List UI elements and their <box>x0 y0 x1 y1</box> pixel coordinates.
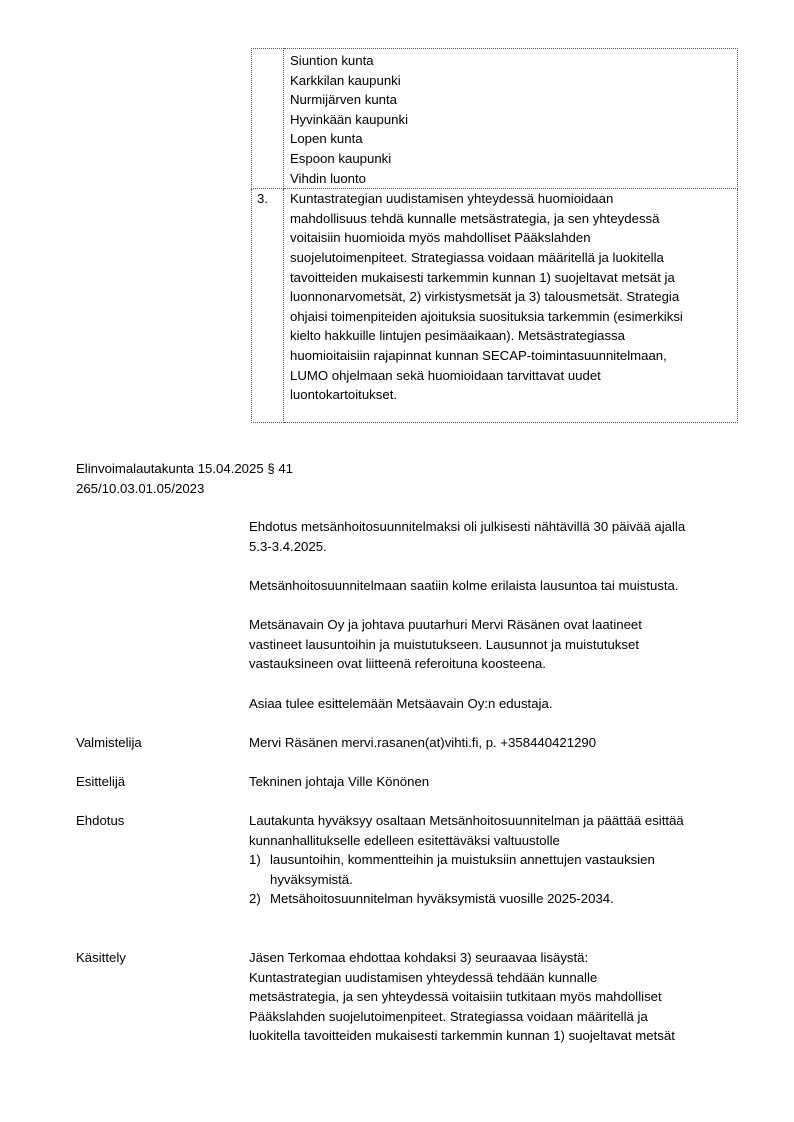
list-item-line: Metsähoitosuunnitelman hyväksymistä vuosille 2025-2034. <box>270 891 614 907</box>
valmistelija-value <box>249 733 749 753</box>
organization-name: Hyvinkään kaupunki <box>290 111 409 127</box>
response-line: huomioitaisiin rajapinnat kunnan SECAP-toimintasuunnitelmaan, <box>290 347 667 363</box>
response-line: mahdollisuus tehdä kunnalle metsästrategia, ja sen yhteydessä <box>290 210 660 226</box>
intro-paragraph-3 <box>249 615 749 674</box>
ehdotus-content <box>249 811 749 909</box>
list-item-line: lausuntoihin, kommentteihin ja muistuksiin annettujen vastauksien <box>270 852 655 868</box>
meeting-header <box>76 459 476 498</box>
list-marker: 1) <box>249 852 261 868</box>
organization-list-cell <box>284 49 738 189</box>
processing-line: metsästrategia, ja sen yhteydessä voitaisiin tutkitaan myös mahdolliset <box>249 989 662 1005</box>
response-text-cell <box>284 189 738 423</box>
presenter-name: Tekninen johtaja Ville Könönen <box>249 774 430 789</box>
list-item <box>249 889 749 909</box>
paragraph-line: Metsänavain Oy ja johtava puutarhuri Mervi Räsänen ovat laatineet <box>249 617 642 632</box>
esittelija-label: Esittelijä <box>76 774 126 789</box>
organization-name: Siuntion kunta <box>290 53 374 68</box>
processing-line: Jäsen Terkomaa ehdottaa kohdaksi 3) seuraavaa lisäystä: <box>249 950 589 965</box>
paragraph-line: vastineet lausuntoihin ja muistutukseen. Lausunnot ja muistutukset <box>249 636 639 652</box>
processing-line: luokitella tavoitteiden mukaisesti tarkemmin kunnan 1) suojeltavat metsät <box>249 1028 675 1044</box>
paragraph-line: vastauksineen ovat liitteenä referoituna koosteena. <box>249 656 546 672</box>
paragraph-line: Metsänhoitosuunnitelmaan saatiin kolme erilaista lausuntoa tai muistusta. <box>249 578 679 593</box>
meeting-heading: Elinvoimalautakunta 15.04.2025 § 41 <box>76 461 294 476</box>
list-marker: 2) <box>249 891 261 907</box>
response-line: tavoitteiden mukaisesti tarkemmin kunnan 1) suojeltavat metsät ja <box>290 269 675 285</box>
organization-name: Lopen kunta <box>290 131 363 147</box>
paragraph-line: Ehdotus metsänhoitosuunnitelmaksi oli julkisesti nähtävillä 30 päivää ajalla <box>249 519 686 534</box>
response-line: suojelutoimenpiteet. Strategiassa voidaan määritellä ja luokitella <box>290 249 664 265</box>
table-row <box>252 189 738 423</box>
valmistelija-label: Valmistelija <box>76 735 142 750</box>
row-number: 3. <box>257 191 268 207</box>
table-cell-number <box>252 49 284 189</box>
response-line: LUMO ohjelmaan sekä huomioidaan tarvittavat uudet <box>290 367 601 383</box>
intro-paragraph-2 <box>249 576 749 596</box>
proposal-list <box>249 850 749 909</box>
statements-table <box>251 48 738 423</box>
response-line: ohjaisi toimenpiteiden ajoituksia suosituksia tarkemmin (esimerkiksi <box>290 308 683 324</box>
proposal-line: Lautakunta hyväksyy osaltaan Metsänhoitosuunnitelman ja päättää esittää <box>249 813 684 828</box>
response-line: kielto hakkuille lintujen pesimäaikaan). Metsästrategiassa <box>290 328 625 344</box>
table-row <box>252 49 738 189</box>
organization-name: Vihdin luonto <box>290 170 367 186</box>
paragraph-line: 5.3-3.4.2025. <box>249 538 327 554</box>
processing-line: Pääkslahden suojelutoimenpiteet. Strategiassa voidaan määritellä ja <box>249 1008 648 1024</box>
organization-name: Espoon kaupunki <box>290 150 392 166</box>
diary-number: 265/10.03.01.05/2023 <box>76 480 205 496</box>
processing-line: Kuntastrategian uudistamisen yhteydessä tehdään kunnalle <box>249 969 598 985</box>
preparer-contact: Mervi Räsänen mervi.rasanen(at)vihti.fi, p. +358440421290 <box>249 735 597 750</box>
list-item <box>249 850 749 889</box>
table-cell-number <box>252 189 284 423</box>
response-line: luonnonarvometsät, 2) virkistysmetsät ja 3) talousmetsät. Strategia <box>290 289 680 305</box>
kasittely-content <box>249 948 749 1046</box>
response-line: luontokartoitukset. <box>290 387 398 403</box>
paragraph-line: Asiaa tulee esittelemään Metsäavain Oy:n edustaja. <box>249 696 553 711</box>
kasittely-label: Käsittely <box>76 950 126 965</box>
response-line: voitaisiin huomioida myös mahdolliset Pääkslahden <box>290 230 591 246</box>
intro-paragraph-4 <box>249 694 749 714</box>
organization-name: Nurmijärven kunta <box>290 92 398 108</box>
esittelija-value <box>249 772 749 792</box>
proposal-line: kunnanhallitukselle edelleen esitettäväksi valtuustolle <box>249 832 560 848</box>
organization-name: Karkkilan kaupunki <box>290 72 401 88</box>
list-item-line: hyväksymistä. <box>270 871 353 887</box>
ehdotus-label: Ehdotus <box>76 813 125 828</box>
response-line: Kuntastrategian uudistamisen yhteydessä huomioidaan <box>290 191 614 207</box>
intro-paragraph-1 <box>249 517 749 556</box>
